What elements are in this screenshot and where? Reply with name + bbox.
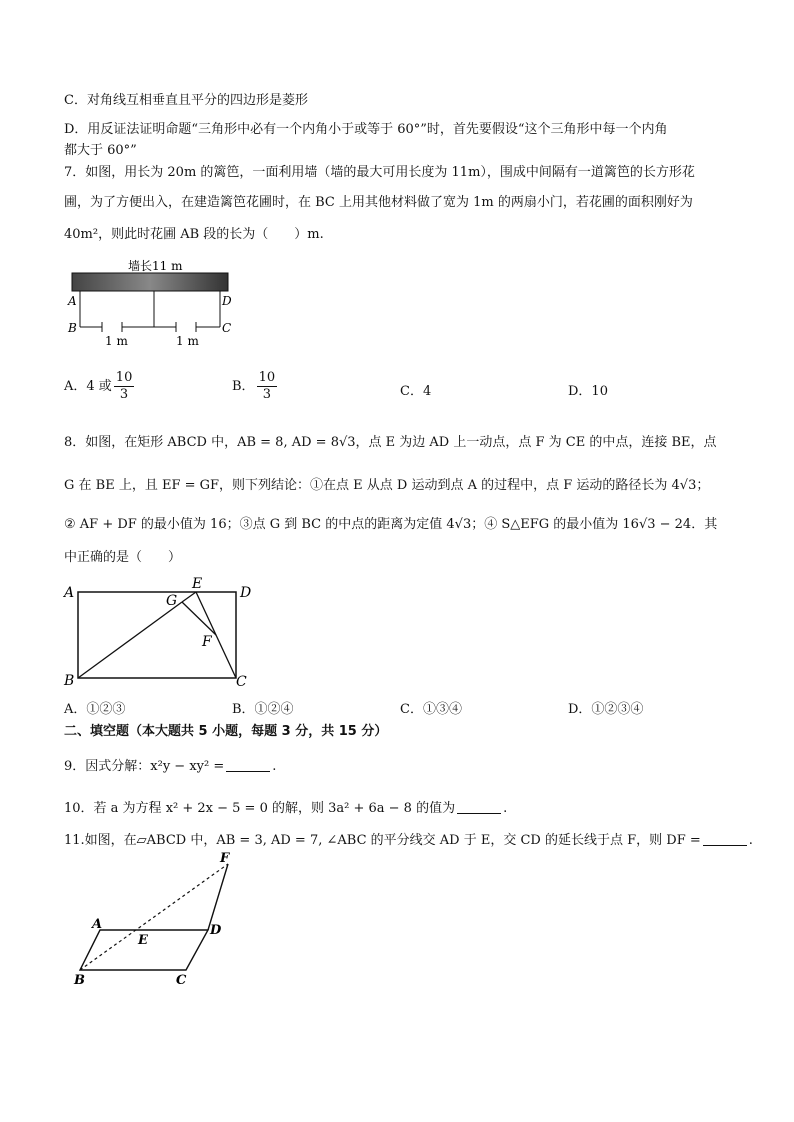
- label-e: E: [192, 576, 203, 592]
- label-b: B: [64, 673, 75, 689]
- q7-stem-line2: 圃，为了方便出入，在建造篱笆花圃时，在 BC 上用其他材料做了宽为 1m 的两扇小门，若花圃的面积刚好为: [64, 195, 693, 210]
- segment-bg: [78, 602, 182, 678]
- q8-stem-line3: ② AF + DF 的最小值为 16；③点 G 到 BC 的中点的距离为定值 4√3；④ S△EFG 的最小值为 16√3 − 24．其: [64, 517, 718, 532]
- q10-answer-blank[interactable]: [457, 801, 501, 814]
- q11-figure: [60, 850, 250, 990]
- q8-option-c[interactable]: C．①③④: [400, 702, 462, 717]
- q10: 10．若 a 为方程 x² + 2x − 5 = 0 的解，则 3a² + 6a − 8 的值为 .: [64, 801, 508, 816]
- q8-stem-line1: 8．如图，在矩形 ABCD 中，AB = 8, AD = 8√3，点 E 为边 AD 上一动点，点 F 为 CE 的中点，连接 BE，点: [64, 435, 717, 450]
- label-c: C: [176, 973, 187, 988]
- wall: [72, 273, 228, 291]
- q7-stem-line3: 40m²，则此时花圃 AB 段的长为（ ）m.: [64, 227, 324, 242]
- segment-ge: [182, 592, 196, 602]
- segment-bf: [80, 864, 228, 970]
- q8-stem-line2: G 在 BE 上，且 EF = GF，则下列结论：①在点 E 从点 D 运动到点 A 的过程中，点 F 运动的路径长为 4√3；: [64, 478, 710, 493]
- label-d: D: [240, 585, 252, 601]
- label-f: F: [220, 851, 230, 866]
- label-d: D: [210, 923, 222, 938]
- q7-option-c[interactable]: C．4: [400, 384, 432, 399]
- q7-option-b[interactable]: B． $\frac{10}{3}$: [232, 370, 276, 402]
- label-a: A: [92, 917, 103, 932]
- q7-figure: [60, 255, 240, 350]
- segment-gf: [182, 602, 216, 635]
- q9: 9．因式分解：x²y − xy² = .: [64, 759, 277, 774]
- q9-answer-blank[interactable]: [226, 759, 270, 772]
- label-b: B: [68, 321, 77, 335]
- label-a: A: [64, 585, 75, 601]
- q7-option-a[interactable]: A．4 或 $\frac{10}{3}$: [64, 370, 133, 402]
- label-d: D: [222, 294, 232, 308]
- label-e: E: [138, 933, 148, 948]
- wall-label: 墙长11 m: [128, 259, 183, 273]
- q11: 11.如图，在▱ABCD 中，AB = 3, AD = 7, ∠ABC 的平分线交 AD 于 E，交 CD 的延长线于点 F，则 DF = .: [64, 833, 753, 848]
- label-c: C: [236, 674, 247, 690]
- q8-option-a[interactable]: A．①②③: [64, 702, 126, 717]
- q11-answer-blank[interactable]: [703, 833, 747, 846]
- label-g: G: [166, 593, 178, 609]
- label-a: A: [68, 294, 77, 308]
- rectangle-abcd: [78, 592, 236, 678]
- q8-option-b[interactable]: B．①②④: [232, 702, 294, 717]
- label-b: B: [74, 973, 85, 988]
- segment-df: [208, 864, 228, 930]
- label-c: C: [222, 321, 232, 335]
- door2-label: 1 m: [176, 334, 199, 348]
- door1-label: 1 m: [105, 334, 128, 348]
- q6-option-d-line2: 都大于 60°”: [64, 143, 137, 158]
- q6-option-d-line1: D．用反证法证明命题“三角形中必有一个内角小于或等于 60°”时，首先要假设“这个三角形中每一个内角: [64, 122, 668, 137]
- q7-stem-line1: 7．如图，用长为 20m 的篱笆，一面利用墙（墙的最大可用长度为 11m），围成中间隔有一道篱笆的长方形花: [64, 165, 695, 180]
- q8-stem-line4: 中正确的是（ ）: [64, 550, 182, 565]
- q6-option-c: C．对角线互相垂直且平分的四边形是菱形: [64, 93, 308, 108]
- section-title: 二、填空题（本大题共 5 小题，每题 3 分，共 15 分）: [64, 724, 388, 739]
- q7-option-d[interactable]: D．10: [568, 384, 608, 399]
- q8-option-d[interactable]: D．①②③④: [568, 702, 644, 717]
- q8-figure: [60, 572, 270, 690]
- label-f: F: [202, 634, 212, 650]
